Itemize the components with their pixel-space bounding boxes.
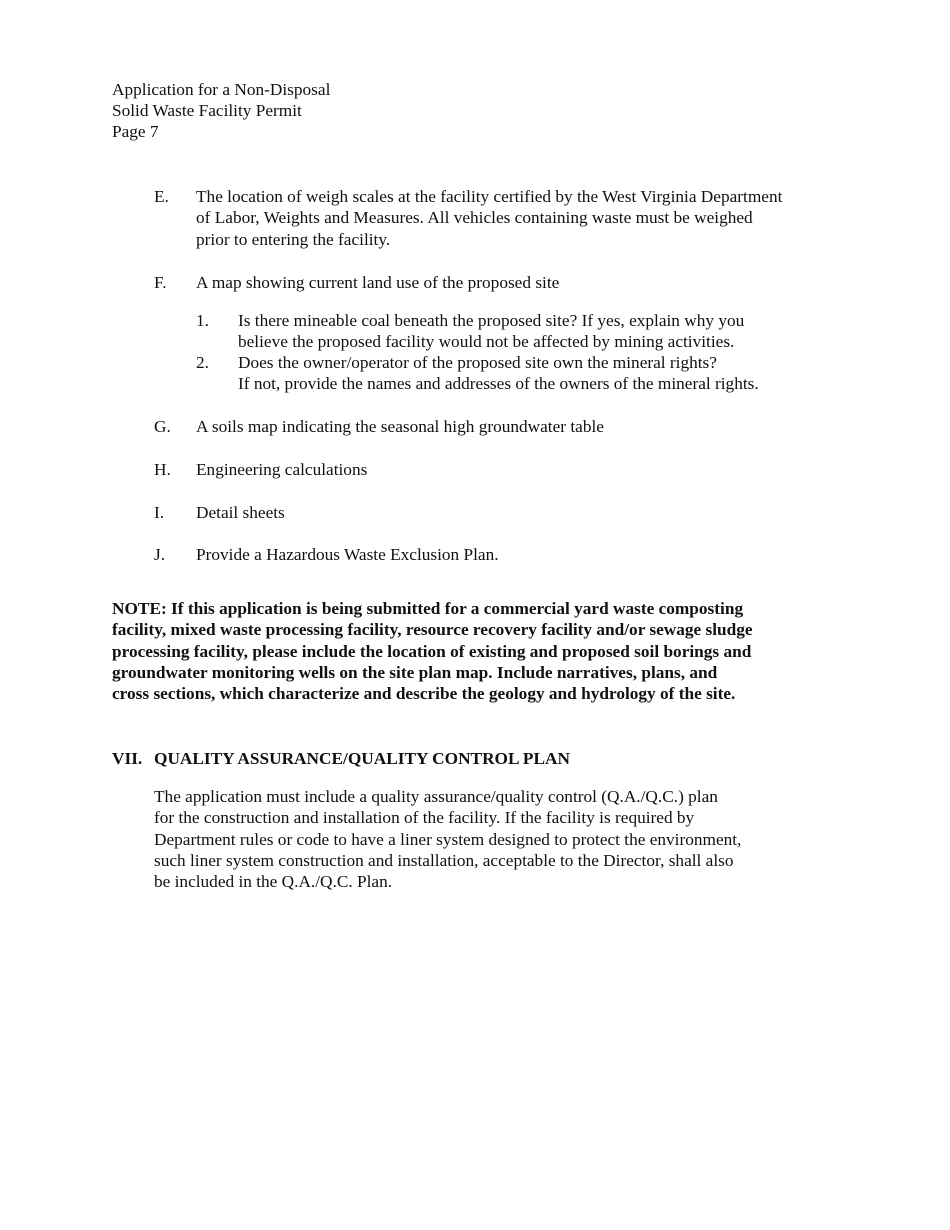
sub-item-text-line: Does the owner/operator of the proposed site own the mineral rights?	[238, 353, 717, 372]
section-body-line: for the construction and installation of the facility. If the facility is required by	[154, 808, 695, 827]
section-body-line: be included in the Q.A./Q.C. Plan.	[154, 872, 393, 891]
sub-item-text-line: Is there mineable coal beneath the proposed site? If yes, explain why you	[238, 311, 745, 330]
header-page-number: Page 7	[112, 122, 159, 141]
sub-item-text-line: If not, provide the names and addresses of the owners of the mineral rights.	[238, 374, 759, 393]
note-line: cross sections, which characterize and describe the geology and hydrology of the site.	[112, 684, 736, 703]
section-body-line: The application must include a quality assurance/quality control (Q.A./Q.C.) plan	[154, 787, 718, 806]
header-line-2: Solid Waste Facility Permit	[112, 101, 302, 120]
item-text-line: Detail sheets	[196, 503, 285, 522]
header-line-1: Application for a Non-Disposal	[112, 80, 331, 99]
note-line: facility, mixed waste processing facility, resource recovery facility and/or sewage sludge	[112, 620, 753, 639]
note-line: NOTE: If this application is being submitted for a commercial yard waste composting	[112, 599, 744, 618]
sub-item-number: 1.	[196, 311, 209, 330]
section-body-line: Department rules or code to have a liner system designed to protect the environment,	[154, 830, 742, 849]
section-number: VII.	[112, 749, 143, 768]
item-text-line: prior to entering the facility.	[196, 230, 391, 249]
item-letter: H.	[154, 460, 171, 479]
item-letter: E.	[154, 187, 169, 206]
item-letter: J.	[154, 545, 166, 564]
item-text-line: A map showing current land use of the proposed site	[196, 273, 560, 292]
item-text-line: of Labor, Weights and Measures. All vehicles containing waste must be weighed	[196, 208, 753, 227]
item-letter: F.	[154, 273, 167, 292]
item-text-line: A soils map indicating the seasonal high groundwater table	[196, 417, 604, 436]
sub-item-number: 2.	[196, 353, 209, 372]
note-line: processing facility, please include the location of existing and proposed soil borings and	[112, 642, 752, 661]
section-body-line: such liner system construction and installation, acceptable to the Director, shall also	[154, 851, 734, 870]
item-text-line: Provide a Hazardous Waste Exclusion Plan.	[196, 545, 499, 564]
sub-item-text-line: believe the proposed facility would not be affected by mining activities.	[238, 332, 735, 351]
section-title: QUALITY ASSURANCE/QUALITY CONTROL PLAN	[154, 749, 570, 768]
note-line: groundwater monitoring wells on the site plan map. Include narratives, plans, and	[112, 663, 718, 682]
item-text-line: The location of weigh scales at the facility certified by the West Virginia Department	[196, 187, 783, 206]
item-letter: G.	[154, 417, 171, 436]
item-letter: I.	[154, 503, 165, 522]
item-text-line: Engineering calculations	[196, 460, 368, 479]
